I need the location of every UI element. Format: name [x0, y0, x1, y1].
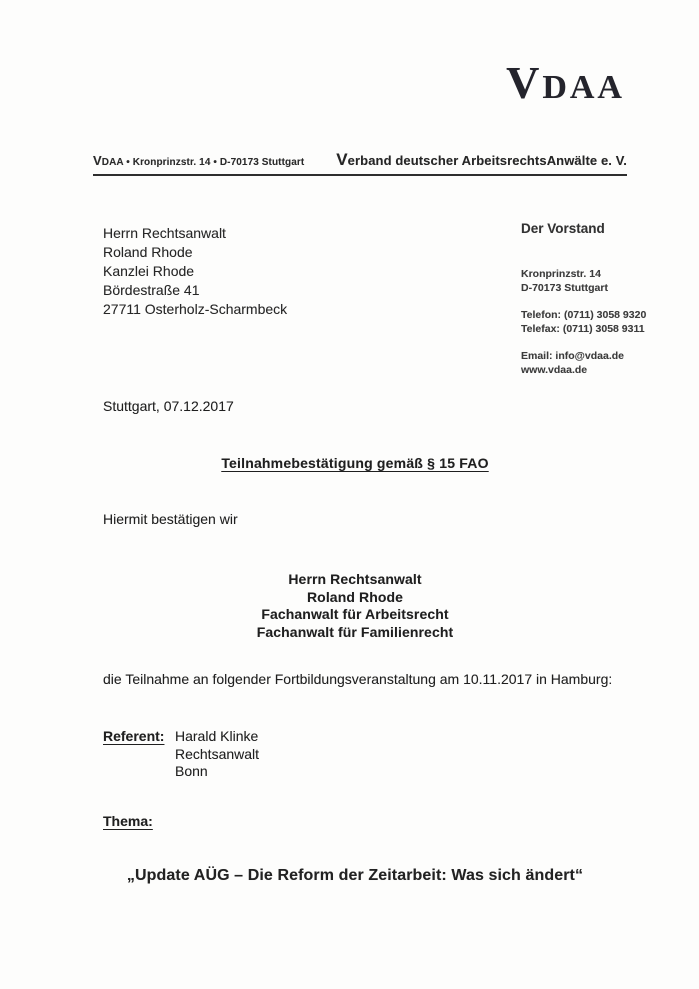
vorstand-email-block — [521, 349, 681, 377]
logo-rest: DAA — [542, 69, 625, 106]
vorstand-phone: Telefon: (0711) 3058 9320 — [521, 309, 647, 321]
attendee-line: Fachanwalt für Familienrecht — [256, 623, 454, 640]
subject-line: Teilnahmebestätigung gemäß § 15 FAO — [221, 455, 489, 471]
sender-brand-rest: DAA — [101, 157, 124, 168]
referent-label: Referent: — [103, 728, 165, 744]
attendee-block — [95, 571, 615, 641]
referent-role: Rechtsanwalt — [175, 745, 260, 762]
thema-title: „Update AÜG – Die Reform der Zeitarbeit: Was sich ändert“ — [126, 867, 584, 884]
letterhead-row — [93, 150, 627, 176]
sender-address: • Kronprinzstr. 14 • D-70173 Stuttgart — [123, 157, 305, 168]
recipient-line: Bördestraße 41 — [103, 282, 200, 298]
vorstand-fax: Telefax: (0711) 3058 9311 — [521, 323, 645, 335]
vorstand-website: www.vdaa.de — [521, 364, 588, 376]
vorstand-title: Der Vorstand — [521, 221, 605, 236]
referent-lines — [175, 728, 435, 781]
recipient-line: Herrn Rechtsanwalt — [103, 225, 226, 241]
vorstand-phone-block — [521, 308, 681, 336]
confirmation-line: die Teilnahme an folgender Fortbildungsveranstaltung am 10.11.2017 in Hamburg: — [103, 671, 613, 687]
recipient-address — [103, 224, 287, 319]
intro-line: Hiermit bestätigen wir — [103, 511, 238, 527]
attendee-line: Fachanwalt für Arbeitsrecht — [261, 606, 449, 622]
recipient-line: 27711 Osterholz-Scharmbeck — [103, 301, 288, 317]
referent-name: Harald Klinke — [175, 728, 259, 744]
sender-brand-initial: V — [93, 153, 102, 168]
subject-wrap — [95, 455, 615, 473]
vorstand-block — [521, 221, 681, 377]
recipient-line: Roland Rhode — [103, 244, 193, 260]
org-name — [336, 150, 627, 170]
vorstand-address — [521, 267, 681, 295]
referent-city: Bonn — [175, 763, 208, 779]
vorstand-email: Email: info@vdaa.de — [521, 350, 625, 362]
vorstand-street: Kronprinzstr. 14 — [521, 268, 601, 280]
logo-initial: V — [506, 57, 543, 108]
org-name-initial: V — [336, 150, 348, 169]
recipient-line: Kanzlei Rhode — [103, 263, 195, 279]
org-name-rest: erband deutscher ArbeitsrechtsAnwälte e. V. — [347, 153, 627, 168]
sender-line — [93, 153, 304, 168]
date-line: Stuttgart, 07.12.2017 — [103, 398, 234, 414]
thema-label: Thema: — [103, 813, 153, 829]
vdaa-logo — [506, 57, 625, 108]
attendee-line: Roland Rhode — [306, 588, 404, 605]
vorstand-city: D-70173 Stuttgart — [521, 282, 608, 294]
attendee-line: Herrn Rechtsanwalt — [288, 571, 422, 587]
